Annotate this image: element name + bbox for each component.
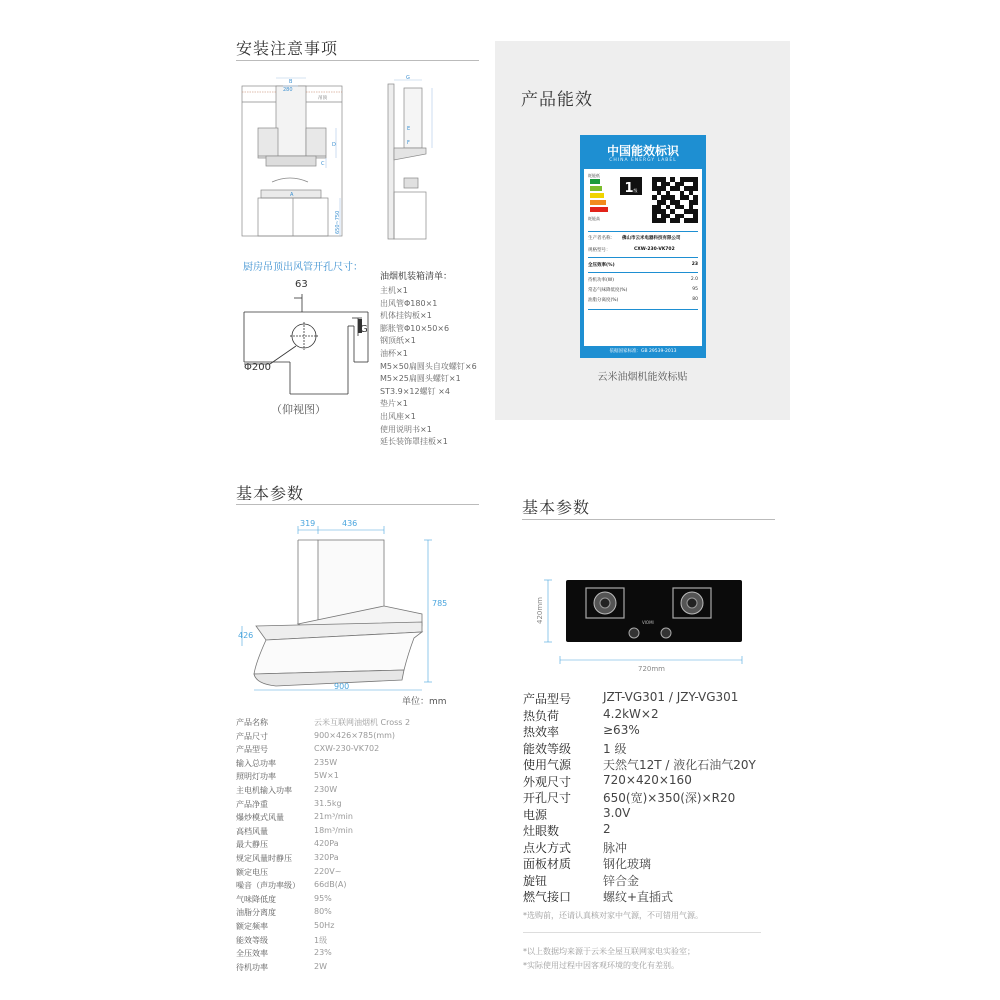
stove-spec-key: 使用气源	[523, 758, 572, 772]
energy-caption: 云米油烟机能效标贴	[597, 372, 688, 383]
stove-dim-height: 420mm	[536, 597, 544, 624]
stove-spec-key: 外观尺寸	[523, 774, 572, 789]
packing-item: 油杯×1	[380, 348, 408, 358]
hood-spec-value: 220V~	[314, 866, 342, 876]
dim-436: 436	[342, 519, 358, 528]
stove-spec-value: 650(宽)×350(深)×R20	[603, 791, 736, 805]
stove-spec-value: 脉冲	[603, 840, 628, 855]
hood-spec-value: 230W	[314, 785, 338, 794]
dim-63: 63	[295, 279, 308, 290]
hood-spec-row	[236, 894, 466, 907]
packing-item: 垫片×1	[380, 399, 408, 409]
hood-dimension-diagram	[236, 514, 456, 709]
hood-spec-row	[236, 907, 466, 920]
stove-spec-key: 面板材质	[523, 857, 572, 871]
stove-spec-value: 1 级	[603, 741, 627, 756]
stove-spec-row	[523, 773, 783, 789]
stove-params-title: 基本参数	[522, 498, 591, 517]
fig-label-d: D	[332, 142, 336, 148]
high-consumption-label: 耗能高	[588, 216, 600, 221]
hood-spec-value: 80%	[314, 907, 332, 917]
packing-item: 机体挂钩板×1	[380, 311, 432, 321]
dim-785: 785	[432, 599, 448, 608]
packing-item: 出风座×1	[380, 411, 416, 421]
energy-panel	[495, 41, 790, 420]
stove-spec-key: 能效等级	[523, 741, 572, 756]
model-value: CXW-230-VK702	[634, 247, 675, 252]
hood-spec-key: 额定电压	[236, 867, 268, 877]
install-front-diagram	[236, 72, 346, 242]
hood-spec-key: 产品净重	[236, 799, 268, 809]
hood-spec-key: 爆炒模式风量	[236, 813, 284, 823]
stove-spec-row	[523, 789, 783, 805]
hood-spec-key: 规定风量时静压	[236, 854, 292, 863]
stove-spec-key: 热负荷	[523, 708, 560, 723]
hood-spec-row	[236, 812, 466, 825]
bottom-view-diagram	[236, 274, 376, 399]
packing-item: 使用说明书×1	[380, 424, 432, 434]
hood-spec-value: 95%	[314, 893, 332, 903]
stove-spec-row	[523, 806, 783, 822]
stove-note-2: *以上数据均来源于云米全屋互联网家电实验室；	[523, 947, 695, 956]
stove-spec-value: 4.2kW×2	[603, 706, 659, 721]
hood-spec-row	[236, 867, 466, 880]
packing-item: 钢顶纸×1	[380, 336, 416, 346]
hood-spec-row	[236, 826, 466, 839]
hood-spec-row	[236, 799, 466, 812]
label-divider	[588, 231, 698, 232]
hood-spec-row	[236, 785, 466, 798]
low-consumption-label: 耗能低	[588, 173, 600, 178]
notes-divider	[523, 932, 761, 933]
packing-item: M5×25扁圆头螺钉×1	[380, 374, 461, 384]
fig-label-a: A	[290, 192, 294, 198]
hood-spec-key: 油脂分离度	[236, 908, 276, 918]
stove-spec-value: 720×420×160	[603, 772, 692, 787]
stove-spec-row	[523, 822, 783, 838]
hood-spec-key: 照明灯功率	[236, 772, 276, 782]
model-key: 规格型号：	[588, 248, 611, 253]
hood-spec-row	[236, 853, 466, 866]
stove-dim-width: 720mm	[638, 665, 665, 673]
dim-phi200: Φ200	[244, 362, 271, 373]
unit-label: 单位：mm	[402, 697, 447, 707]
hood-spec-key: 能效等级	[236, 935, 268, 945]
stove-spec-key: 旋钮	[523, 873, 548, 888]
stove-spec-key: 电源	[523, 807, 548, 822]
hood-spec-value: 320Pa	[314, 853, 339, 862]
hood-spec-row	[236, 880, 466, 893]
packing-item: 主机×1	[380, 286, 408, 295]
stove-spec-value: 钢化玻璃	[603, 857, 652, 871]
stove-note-1: *选购前，还请认真核对家中气源，不可错用气源。	[523, 911, 703, 920]
stove-note-3: *实际使用过程中因客观环境的变化有差别。	[523, 961, 679, 970]
hood-spec-value: 5W×1	[314, 771, 339, 781]
stove-spec-row	[523, 723, 783, 739]
hood-spec-row	[236, 771, 466, 784]
dim-g: G	[360, 324, 368, 335]
hood-spec-key: 产品型号	[236, 745, 268, 755]
stove-spec-key: 灶眼数	[523, 824, 560, 838]
hood-spec-value: 2W	[314, 961, 327, 971]
packing-item: 延长装饰罩挂板×1	[380, 437, 448, 447]
qr-code-icon	[652, 177, 698, 223]
grade-bar-2	[590, 186, 602, 191]
hood-spec-value: CXW-230-VK702	[314, 744, 380, 754]
hood-spec-key: 噪音（声功率级）	[236, 881, 300, 891]
hood-spec-row	[236, 839, 466, 852]
hood-spec-key: 输入总功率	[236, 758, 276, 768]
stove-spec-row	[523, 855, 783, 871]
hood-spec-key: 最大静压	[236, 840, 268, 850]
label-divider	[588, 272, 698, 273]
hood-spec-value: 21m³/min	[314, 812, 353, 822]
grade-value: 1	[624, 181, 634, 196]
fig-label-hanging: 吊顶	[318, 96, 327, 101]
duct-caption: 厨房吊顶出风管开孔尺寸：	[243, 262, 363, 273]
stove-brand: VIOMI	[642, 620, 654, 625]
stove-spec-value: 天然气12T / 液化石油气20Y	[603, 758, 756, 772]
hood-params-title: 基本参数	[236, 484, 305, 503]
hood-spec-value: 云米互联网油烟机 Cross 2	[314, 718, 411, 727]
packing-item: 出风管Φ180×1	[380, 298, 438, 308]
label-row: 全压效率(%) 23	[588, 262, 698, 268]
stove-spec-key: 开孔尺寸	[523, 791, 572, 805]
hood-spec-row	[236, 948, 466, 961]
stove-spec-row	[523, 707, 783, 723]
hood-spec-value: 31.5kg	[314, 798, 342, 808]
grade-unit: 级	[633, 188, 638, 193]
bottom-view-caption: （仰视图）	[271, 403, 326, 416]
stove-spec-value: 2	[603, 822, 611, 836]
stove-spec-row	[523, 888, 783, 904]
knob-left-icon[interactable]	[629, 628, 639, 638]
knob-right-icon[interactable]	[661, 628, 671, 638]
grade-bar-3	[590, 193, 604, 198]
label-standard: 依据国家标准：GB 29539-2013	[609, 349, 677, 354]
stove-spec-row	[523, 690, 783, 706]
stove-spec-key: 热效率	[523, 725, 560, 739]
energy-label-body	[584, 169, 702, 346]
hood-spec-value: 235W	[314, 757, 338, 767]
stove-spec-key: 燃气接口	[523, 890, 572, 904]
stove-spec-key: 点火方式	[523, 840, 572, 855]
energy-label	[580, 135, 706, 358]
install-side-diagram	[382, 74, 442, 244]
dim-426: 426	[238, 631, 254, 640]
dim-319: 319	[300, 519, 316, 528]
install-divider	[236, 60, 479, 61]
hood-spec-key: 产品名称	[236, 718, 268, 727]
energy-label-title: 中国能效标识	[606, 144, 679, 158]
label-divider	[588, 257, 698, 258]
fig-label-f: F	[407, 140, 410, 146]
grade-bar-1	[590, 179, 600, 184]
stove-spec-row	[523, 872, 783, 888]
hood-spec-value: 23%	[314, 948, 332, 958]
fig-label-height-range: 650~750	[335, 210, 341, 234]
hood-spec-key: 待机功率	[236, 962, 268, 972]
hood-spec-row	[236, 744, 466, 757]
stove-spec-value: 螺纹+直插式	[603, 890, 674, 904]
label-row: 待机功率(W) 2.0	[588, 277, 698, 283]
fig-label-280: 280	[283, 87, 293, 93]
packing-item: 膨胀管Φ10×50×6	[380, 323, 450, 333]
packing-item: M5×50扁圆头自攻螺钉×6	[380, 361, 477, 371]
fig-label-b: B	[289, 79, 293, 85]
label-row: 油脂分离度(%) 80	[588, 297, 698, 303]
hood-spec-key: 气味降低度	[236, 894, 276, 904]
hood-params-divider	[236, 504, 479, 505]
hood-spec-row	[236, 717, 466, 730]
stove-diagram	[528, 574, 748, 674]
hood-spec-value: 900×426×785(mm)	[314, 730, 396, 740]
hood-spec-key: 主电机输入功率	[236, 786, 292, 795]
hood-spec-key: 额定频率	[236, 922, 268, 931]
hood-spec-row	[236, 731, 466, 744]
packing-list	[380, 269, 490, 449]
producer-value: 佛山市云米电器科技有限公司	[622, 236, 681, 241]
hood-spec-value: 420Pa	[314, 839, 339, 849]
stove-spec-value: 锌合金	[603, 873, 640, 888]
packing-item: ST3.9×12螺钉 ×4	[380, 386, 450, 396]
stove-spec-row	[523, 839, 783, 855]
hood-spec-row	[236, 962, 466, 975]
producer-key: 生产者名称：	[588, 236, 615, 241]
hood-spec-value: 66dB(A)	[314, 880, 347, 890]
install-title: 安装注意事项	[236, 39, 339, 58]
packing-title: 油烟机装箱清单：	[380, 272, 453, 282]
stove-spec-value: ≥63%	[603, 723, 640, 737]
stove-spec-value: JZT-VG301 / JZY-VG301	[603, 690, 739, 704]
label-row: 常态气味降低度(%) 95	[588, 287, 698, 293]
grade-bar-4	[590, 200, 606, 205]
grade-arrow	[620, 177, 642, 195]
hood-spec-key: 全压效率	[236, 949, 268, 959]
hood-spec-value: 1级	[314, 935, 328, 945]
dim-900: 900	[334, 682, 350, 691]
stove-spec-value: 3.0V	[603, 805, 631, 820]
stove-params-divider	[522, 519, 775, 520]
fig-label-e: E	[407, 126, 411, 132]
hood-spec-row	[236, 921, 466, 934]
hood-spec-value: 18m³/min	[314, 825, 353, 835]
fig-label-g: G	[406, 75, 410, 81]
hood-spec-value: 50Hz	[314, 921, 335, 930]
fig-label-c: C	[321, 161, 325, 167]
energy-label-subtitle: CHINA ENERGY LABEL	[609, 158, 677, 163]
energy-title: 产品能效	[521, 90, 593, 110]
stove-spec-row	[523, 756, 783, 772]
hood-spec-row	[236, 758, 466, 771]
label-divider	[588, 309, 698, 310]
glass-panel	[566, 580, 742, 642]
hood-spec-key: 高档风量	[236, 826, 268, 836]
hood-spec-key: 产品尺寸	[236, 731, 268, 741]
stove-spec-row	[523, 740, 783, 756]
stove-spec-key: 产品型号	[523, 692, 572, 706]
hood-spec-row	[236, 935, 466, 948]
grade-bar-5	[590, 207, 608, 212]
